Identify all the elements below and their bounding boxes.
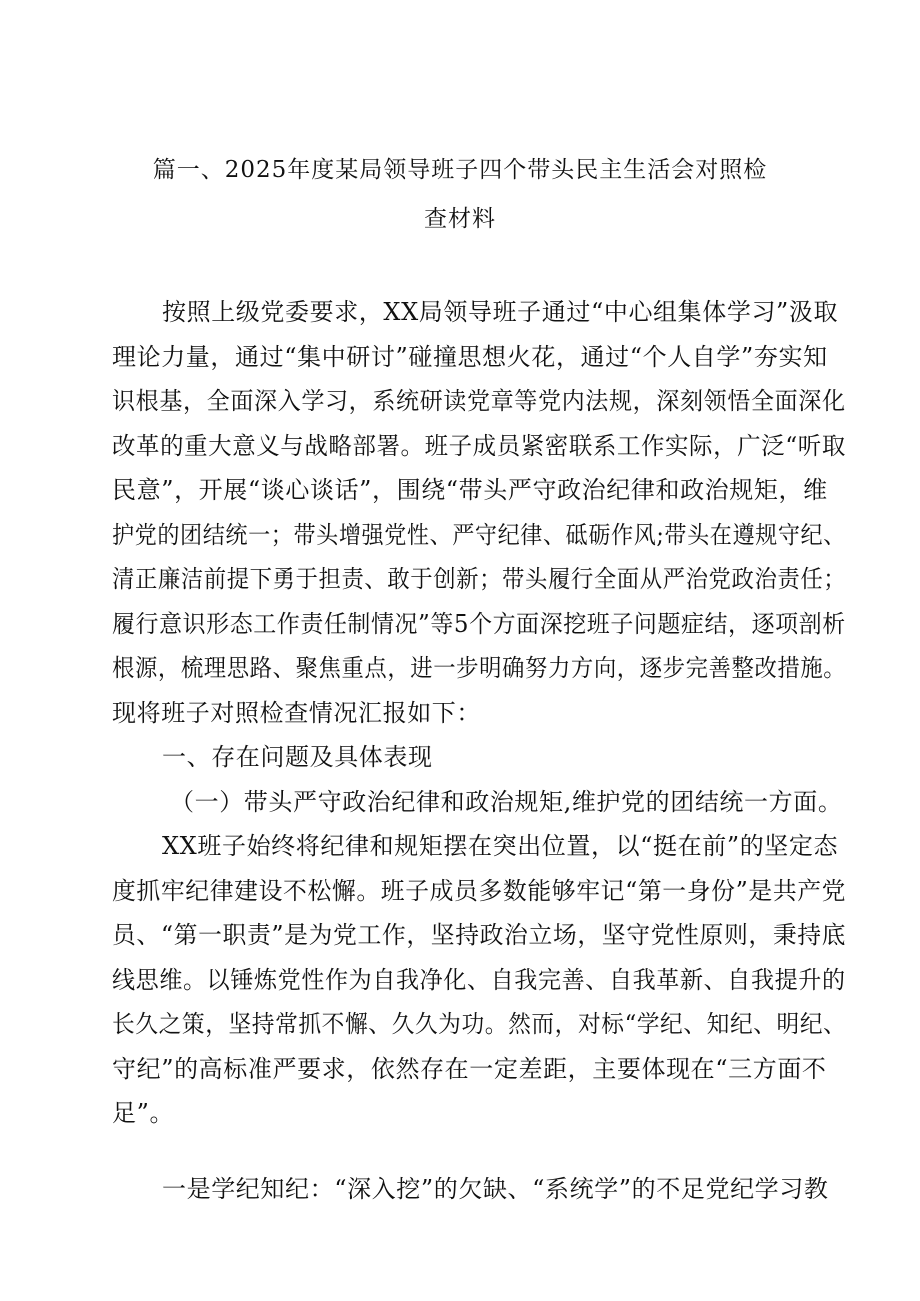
- paragraph-1-line: 根源，梳理思路、聚焦重点，进一步明确努力方向，逐步完善整改措施。: [112, 654, 847, 682]
- paragraph-2-line: XX班子始终将纪律和规矩摆在突出位置，以“挺在前”的坚定态: [162, 832, 839, 860]
- paragraph-1-line: 护党的团结统一；带头增强党性、严守纪律、砥砺作风;带头在遵规守纪、: [112, 521, 846, 549]
- subsection-heading: （一）带头严守政治纪律和政治规矩,维护党的团结统一方面。: [170, 788, 843, 816]
- paragraph-1-line: 清正廉洁前提下勇于担责、敢于创新；带头履行全面从严治党政治责任；: [112, 565, 847, 593]
- paragraph-2-line: 足”。: [112, 1099, 175, 1127]
- paragraph-1-line: 按照上级党委要求，XX局领导班子通过“中心组集体学习”汲取: [162, 298, 839, 326]
- paragraph-1-line: 履行意识形态工作责任制情况”等5个方面深挖班子问题症结，逐项剖析: [112, 610, 846, 638]
- section-heading: 一、存在问题及具体表现: [162, 743, 433, 771]
- paragraph-2-line: 线思维。以锤炼党性作为自我净化、自我完善、自我革新、自我提升的: [112, 966, 846, 994]
- paragraph-2-line: 员、“第一职责”是为党工作，坚持政治立场，坚守党性原则，秉持底: [112, 921, 847, 949]
- paragraph-2-line: 守纪”的高标准严要求，依然存在一定差距，主要体现在“三方面不: [112, 1055, 827, 1083]
- document-title-line-1: 篇一、2025年度某局领导班子四个带头民主生活会对照检: [152, 157, 768, 183]
- paragraph-1-line: 民意”，开展“谈心谈话”，围绕“带头严守政治纪律和政治规矩，维: [112, 476, 828, 504]
- paragraph-1-line: 理论力量，通过“集中研讨”碰撞思想火花，通过“个人自学”夯实知: [112, 343, 828, 371]
- paragraph-2-line: 长久之策，坚持常抓不懈、久久为功。然而，对标“学纪、知纪、明纪、: [112, 1010, 847, 1038]
- paragraph-2-line: 度抓牢纪律建设不松懈。班子成员多数能够牢记“第一身份”是共产党: [112, 877, 847, 905]
- paragraph-1-line: 改革的重大意义与战略部署。班子成员紧密联系工作实际，广泛“听取: [112, 432, 846, 460]
- paragraph-3-line: 一是学纪知纪：“深入挖”的欠缺、“系统学”的不足党纪学习教: [162, 1175, 829, 1203]
- paragraph-1-line: 识根基，全面深入学习，系统研读党章等党内法规，深刻领悟全面深化: [112, 387, 846, 415]
- paragraph-1-line: 现将班子对照检查情况汇报如下：: [112, 699, 481, 727]
- document-title-line-2: 查材料: [424, 206, 496, 232]
